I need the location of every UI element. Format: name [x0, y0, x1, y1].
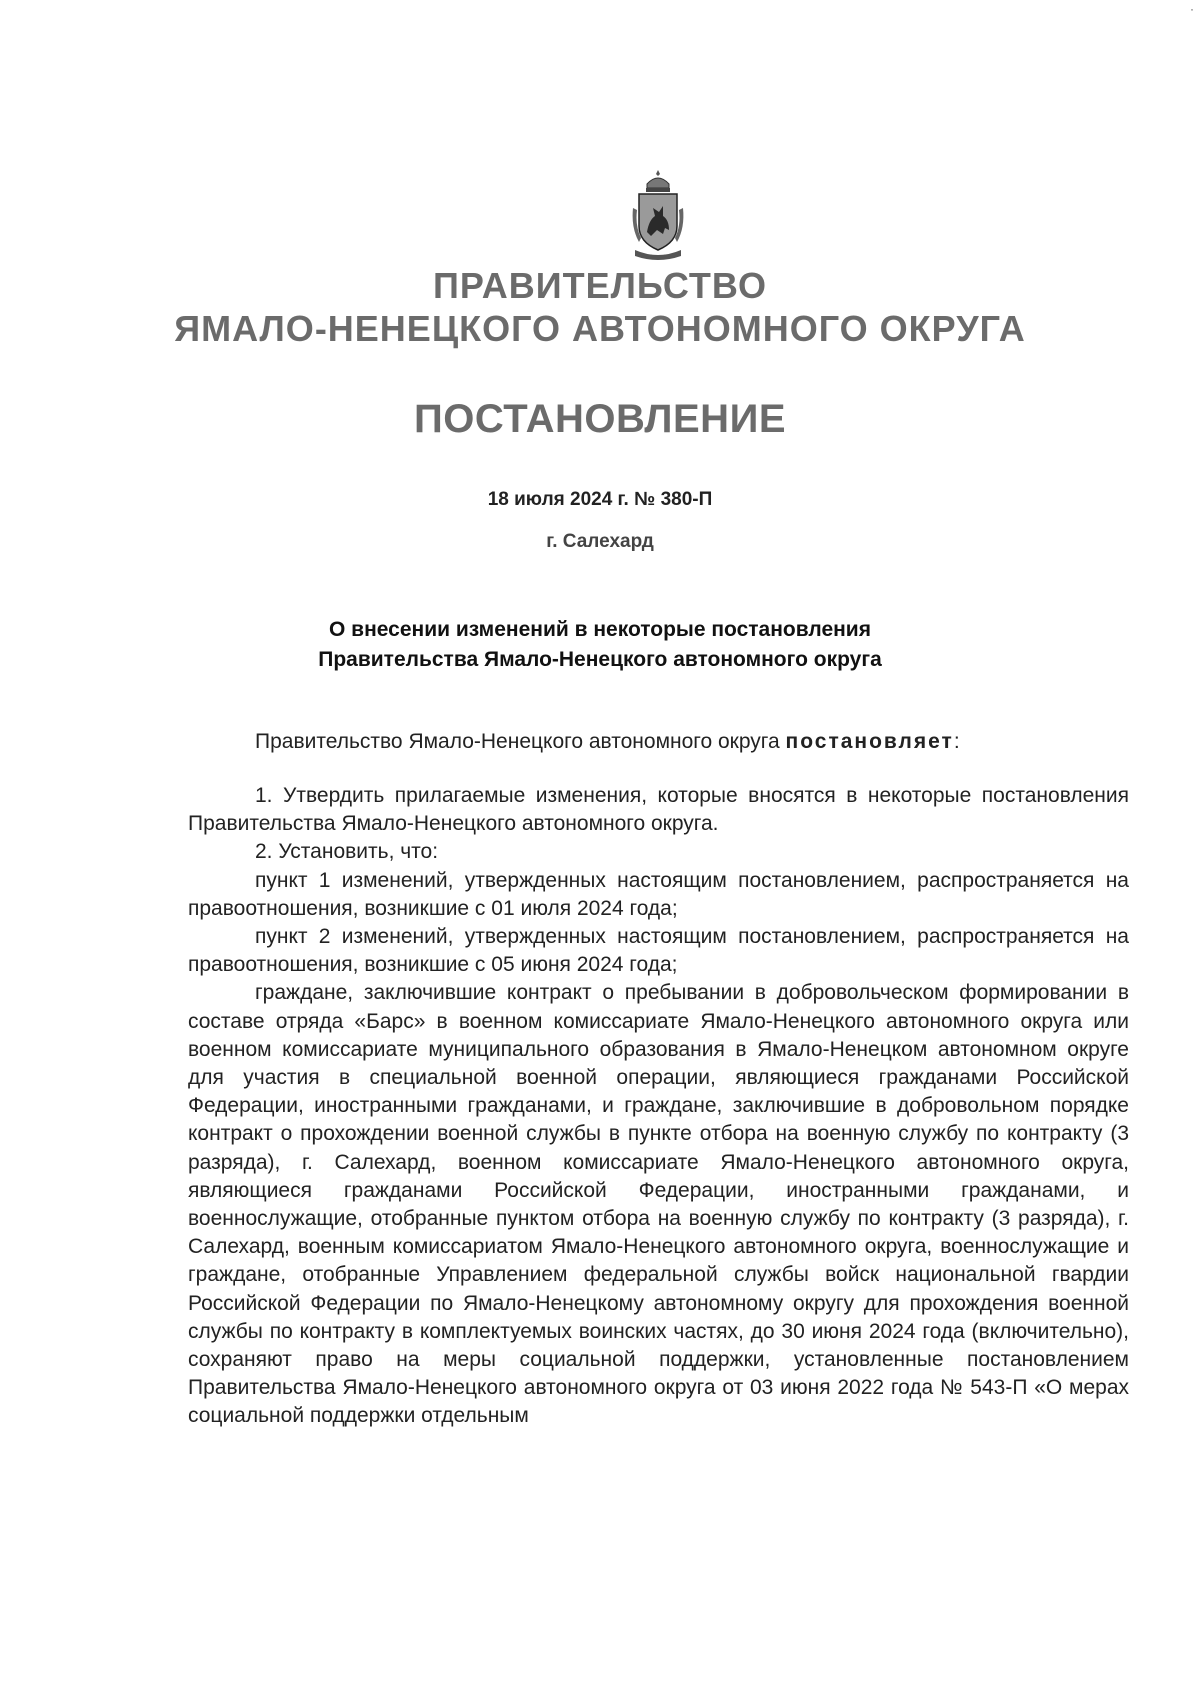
paragraph-5: граждане, заключившие контракт о пребывании в добровольческом формировании в составе отряда «Барс» в военном комиссариате Ямало-Ненецкого автономного округа или военном комиссариате муниципального образования в Ямало-Ненецком автономном округе для участия в специальной военной операции, являющиеся гражданами Российской Федерации, иностранными гражданами, и граждане, заключившие в добровольном порядке контракт о прохождении военной службы в пункте отбора на военную службу по контракту (3 разряда), г. Салехард, военном комиссариате Ямало-Ненецкого автономного округа, являющиеся гражданами Российской Федерации, иностранными гражданами, и военнослужащие, отобранные пунктом отбора на военную службу по контракту (3 разряда), г. Салехард, военным комиссариатом Ямало-Ненецкого автономного округа, военнослужащие и граждане, отобранные Управлением федеральной службы войск национальной гвардии Российской Федерации по Ямало-Ненецкому автономному округу для прохождения военной службы по контракту в комплектуемых воинских частях, до 30 июня 2024 года (включительно), сохраняют право на меры социальной поддержки, установленные постановлением Правительства Ямало-Ненецкого автономного округа от 03 июня 2022 года № 543-П «О мерах социальной поддержки отдельным	[188, 981, 1129, 1428]
preamble-suffix: :	[953, 730, 960, 753]
document-date-number: 18 июля 2024 г. № 380-П	[487, 489, 713, 510]
document-subject	[0, 615, 1200, 675]
preamble-keyword: постановляет	[785, 730, 954, 753]
subject-line1: О внесении изменений в некоторые постановления	[329, 618, 871, 641]
paragraph-2: 2. Установить, что:	[255, 840, 439, 864]
org-title-line2: ЯМАЛО-НЕНЕЦКОГО АВТОНОМНОГО ОКРУГА	[174, 308, 1026, 349]
subject-line2: Правительства Ямало-Ненецкого автономного округа	[318, 648, 882, 671]
document-city: г. Салехард	[546, 531, 654, 552]
preamble	[255, 730, 960, 754]
paragraph-3: пункт 1 изменений, утвержденных настоящим постановлением, распространяется на правоотношения, возникшие с 01 июля 2024 года;	[188, 868, 1129, 920]
preamble-text: Правительство Ямало-Ненецкого автономного округа	[255, 730, 780, 753]
org-title-line1: ПРАВИТЕЛЬСТВО	[432, 265, 768, 306]
document-type: ПОСТАНОВЛЕНИЕ	[413, 397, 786, 441]
paragraph-4: пункт 2 изменений, утвержденных настоящим постановлением, распространяется на правоотношения, возникшие с 05 июня 2024 года;	[188, 925, 1129, 977]
paragraph-1: 1. Утвердить прилагаемые изменения, которые вносятся в некоторые постановления Правительства Ямало-Ненецкого автономного округа.	[188, 784, 1129, 836]
coat-of-arms-icon	[629, 168, 687, 264]
document-body	[188, 782, 1129, 1431]
scan-corner-mark: ·	[1186, 2, 1194, 16]
